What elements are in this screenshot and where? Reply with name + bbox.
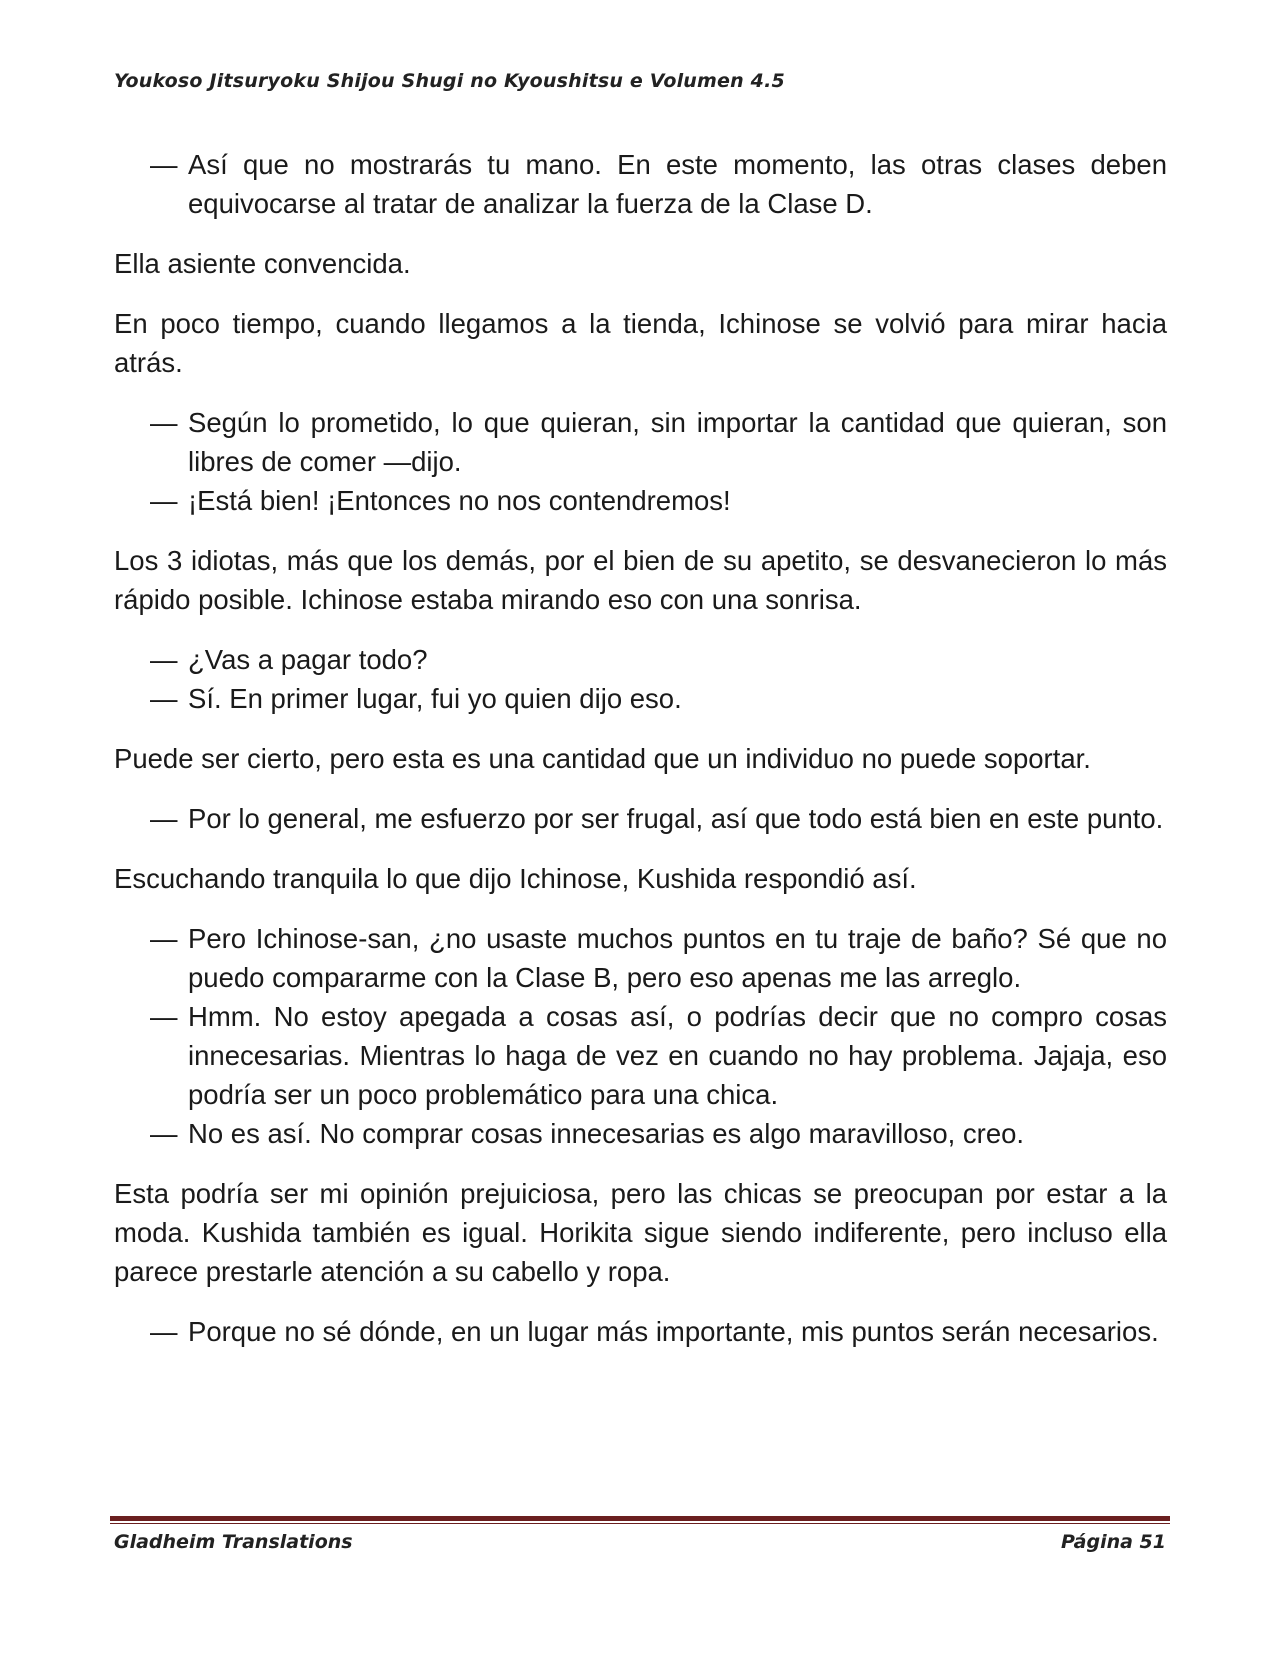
dialogue-line — [114, 640, 1167, 679]
dialogue-text: Según lo prometido, lo que quieran, sin importar la cantidad que quieran, son libres de comer —dijo. — [188, 407, 1167, 477]
dialogue-text: Así que no mostrarás tu mano. En este momento, las otras clases deben equivocarse al tratar de analizar la fuerza de la Clase D. — [188, 149, 1167, 219]
narration-paragraph: Los 3 idiotas, más que los demás, por el bien de su apetito, se desvanecieron lo más rápido posible. Ichinose estaba mirando eso con una sonrisa. — [114, 545, 1167, 615]
dialogue-group — [114, 799, 1167, 838]
dialogue-dash: — — [150, 149, 178, 180]
dialogue-line — [114, 679, 1167, 718]
dialogue-dash: — — [150, 1001, 178, 1032]
dialogue-group — [114, 1312, 1167, 1351]
dialogue-group — [114, 640, 1167, 718]
dialogue-dash: — — [150, 1316, 178, 1347]
dialogue-dash: — — [150, 803, 178, 834]
dialogue-text: No es así. No comprar cosas innecesarias es algo maravilloso, creo. — [188, 1118, 1025, 1149]
dialogue-text: Sí. En primer lugar, fui yo quien dijo eso. — [188, 683, 682, 714]
dialogue-text: Porque no sé dónde, en un lugar más importante, mis puntos serán necesarios. — [188, 1316, 1159, 1347]
dialogue-line — [114, 997, 1167, 1114]
dialogue-line — [114, 1114, 1167, 1153]
dialogue-text: Pero Ichinose-san, ¿no usaste muchos puntos en tu traje de baño? Sé que no puedo compararme con la Clase B, pero eso apenas me las arreglo. — [188, 923, 1167, 993]
dialogue-line — [114, 919, 1167, 997]
dialogue-text: Hmm. No estoy apegada a cosas así, o podrías decir que no compro cosas innecesarias. Mientras lo haga de vez en cuando no hay problema. Jajaja, eso podría ser un poco problemático para una chica. — [188, 1001, 1167, 1110]
footer-divider-thick — [110, 1516, 1170, 1521]
dialogue-group — [114, 145, 1167, 223]
dialogue-text: Por lo general, me esfuerzo por ser frugal, así que todo está bien en este punto. — [188, 803, 1164, 834]
narration-paragraph: Ella asiente convencida. — [114, 248, 411, 279]
narration-paragraph: En poco tiempo, cuando llegamos a la tienda, Ichinose se volvió para mirar hacia atrás. — [114, 308, 1167, 378]
dialogue-dash: — — [150, 485, 178, 516]
dialogue-dash: — — [150, 683, 178, 714]
footer-divider-thin — [110, 1523, 1170, 1524]
dialogue-line — [114, 403, 1167, 481]
dialogue-text: ¡Está bien! ¡Entonces no nos contendremos! — [188, 485, 731, 516]
narration-paragraph: Escuchando tranquila lo que dijo Ichinose, Kushida respondió así. — [114, 863, 917, 894]
dialogue-line — [114, 145, 1167, 223]
narration-paragraph: Puede ser cierto, pero esta es una cantidad que un individuo no puede soportar. — [114, 743, 1091, 774]
dialogue-line — [114, 799, 1167, 838]
dialogue-dash: — — [150, 923, 178, 954]
dialogue-group — [114, 919, 1167, 1153]
footer-page-number: Página 51 — [1060, 1531, 1166, 1553]
dialogue-line — [114, 481, 1167, 520]
dialogue-dash: — — [150, 1118, 178, 1149]
page-header-title: Youkoso Jitsuryoku Shijou Shugi no Kyoushitsu e Volumen 4.5 — [114, 70, 785, 92]
footer-publisher: Gladheim Translations — [114, 1531, 353, 1553]
dialogue-text: ¿Vas a pagar todo? — [188, 644, 428, 675]
dialogue-line — [114, 1312, 1167, 1351]
dialogue-dash: — — [150, 407, 178, 438]
page-body — [114, 145, 1167, 1372]
narration-paragraph: Esta podría ser mi opinión prejuiciosa, pero las chicas se preocupan por estar a la moda. Kushida también es igual. Horikita sigue siendo indiferente, pero incluso ella parece prestarle atención a su cabello y ropa. — [114, 1178, 1167, 1287]
dialogue-dash: — — [150, 644, 178, 675]
dialogue-group — [114, 403, 1167, 520]
